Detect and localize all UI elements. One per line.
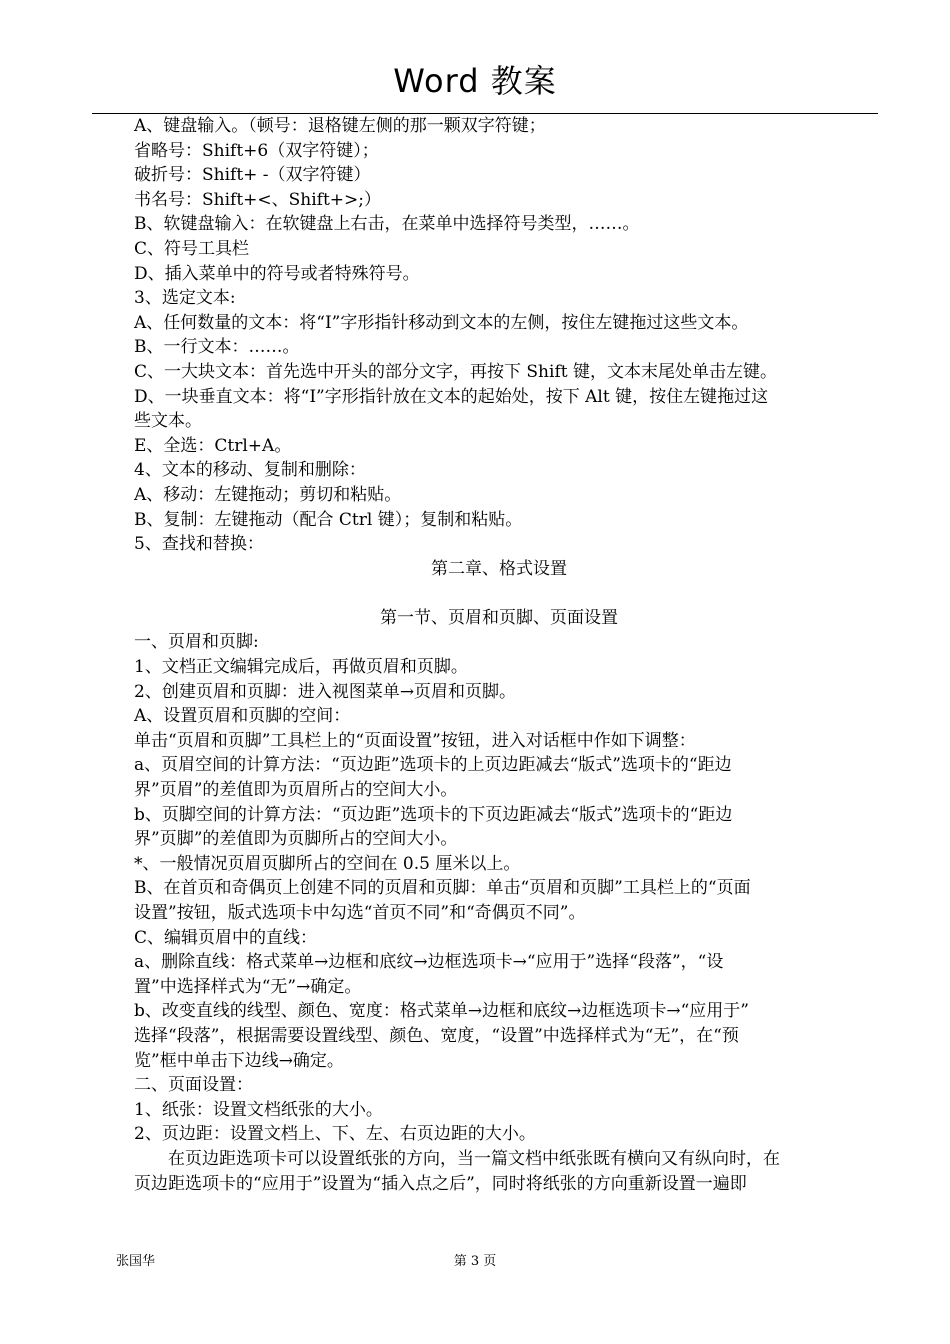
text-line: B、一行文本：……。 [134, 337, 300, 358]
text-line: 览”框中单击下边线→确定。 [134, 1050, 344, 1071]
footer-author: 张国华 [116, 1254, 156, 1269]
text-line: C、编辑页眉中的直线： [134, 927, 318, 948]
text-line: A、设置页眉和页脚的空间： [134, 706, 351, 727]
text-line: 些文本。 [134, 411, 202, 432]
text-line: C、符号工具栏 [134, 238, 250, 259]
text-line: b、页脚空间的计算方法：“页边距”选项卡的下页边距减去“版式”选项卡的“距边 [134, 804, 733, 825]
text-line: 4、文本的移动、复制和删除： [134, 460, 366, 481]
section-title: 第一节、页眉和页脚、页面设置 [380, 607, 618, 628]
text-line: B、复制：左键拖动（配合 Ctrl 键）；复制和粘贴。 [134, 509, 523, 530]
text-line: 置”中选择样式为“无”→确定。 [134, 976, 362, 997]
indented-paragraph-line: 在页边距选项卡可以设置纸张的方向，当一篇文档中纸张既有横向又有纵向时，在 [168, 1148, 780, 1169]
text-line: A、移动：左键拖动；剪切和粘贴。 [134, 484, 402, 505]
text-line: 2、创建页眉和页脚：进入视图菜单→页眉和页脚。 [134, 681, 517, 702]
text-line: C、一大块文本：首先选中开头的部分文字，再按下 Shift 键，文本末尾处单击左键。 [134, 361, 777, 382]
text-line: 单击“页眉和页脚”工具栏上的“页面设置”按钮，进入对话框中作如下调整： [134, 730, 696, 751]
text-line: 界”页脚”的差值即为页脚所占的空间大小。 [134, 829, 458, 850]
text-line: D、插入菜单中的符号或者特殊符号。 [134, 263, 420, 284]
text-line: E、全选：Ctrl+A。 [134, 435, 292, 456]
text-line: B、在首页和奇偶页上创建不同的页眉和页脚：单击“页眉和页脚”工具栏上的“页面 [134, 878, 751, 899]
text-line: b、改变直线的线型、颜色、宽度：格式菜单→边框和底纹→边框选项卡→“应用于” [134, 1001, 749, 1022]
text-line: 界”页眉”的差值即为页眉所占的空间大小。 [134, 780, 458, 801]
text-line: 破折号：Shift+ -（双字符键） [134, 165, 371, 186]
text-line: 页边距选项卡的“应用于”设置为“插入点之后”，同时将纸张的方向重新设置一遍即 [134, 1173, 747, 1194]
text-line: 一、页眉和页脚: [134, 632, 259, 653]
text-line: a、页眉空间的计算方法：“页边距”选项卡的上页边距减去“版式”选项卡的“距边 [134, 755, 732, 776]
text-line: B、软键盘输入：在软键盘上右击，在菜单中选择符号类型，……。 [134, 214, 640, 235]
text-line: 2、页边距：设置文档上、下、左、右页边距的大小。 [134, 1124, 536, 1145]
text-line: 5、查找和替换： [134, 534, 264, 555]
text-line: 书名号：Shift+<、Shift+>;） [134, 189, 382, 210]
text-line: 省略号：Shift+6（双字符键）； [134, 140, 379, 161]
document-body [134, 114, 864, 1196]
text-line: 二、页面设置： [134, 1075, 253, 1096]
text-line: 1、文档正文编辑完成后，再做页眉和页脚。 [134, 657, 468, 678]
page-header-title: Word 教案 [393, 62, 557, 100]
text-line: D、一块垂直文本：将“I”字形指针放在文本的起始处，按下 Alt 键，按住左键拖过这 [134, 386, 769, 407]
footer-page-number: 第 3 页 [453, 1254, 497, 1269]
chapter-title: 第二章、格式设置 [431, 558, 567, 579]
text-line: 设置”按钮，版式选项卡中勾选“首页不同”和“奇偶页不同”。 [134, 903, 586, 923]
text-line: A、任何数量的文本：将“I”字形指针移动到文本的左侧，按住左键拖过这些文本。 [134, 312, 749, 333]
text-line: *、一般情况页眉页脚所占的空间在 0.5 厘米以上。 [134, 853, 521, 874]
text-line: 3、选定文本: [134, 288, 236, 309]
text-line: 1、纸张：设置文档纸张的大小。 [134, 1099, 383, 1120]
text-line: 选择“段落”，根据需要设置线型、颜色、宽度，“设置”中选择样式为“无”，在“预 [134, 1025, 739, 1046]
text-line: A、键盘输入。（顿号：退格键左侧的那一颗双字符键； [134, 116, 546, 136]
text-line: a、删除直线：格式菜单→边框和底纹→边框选项卡→“应用于”选择“段落”，“设 [134, 952, 724, 973]
blank-line [134, 581, 864, 606]
